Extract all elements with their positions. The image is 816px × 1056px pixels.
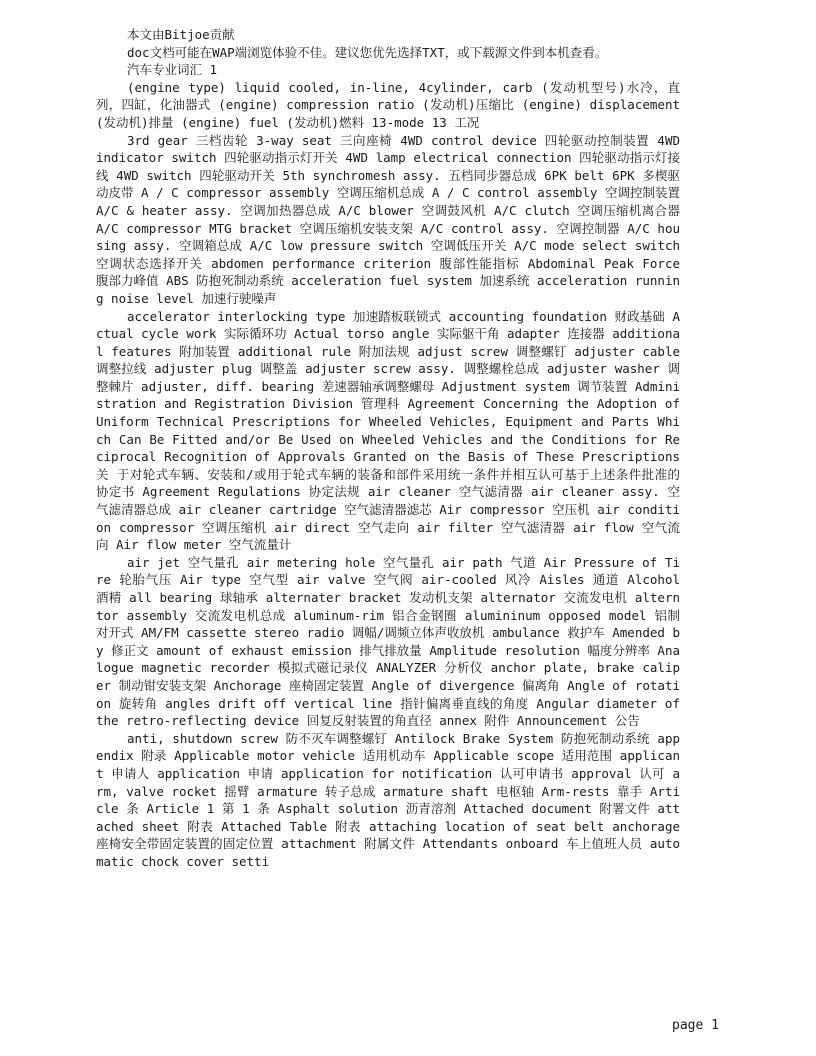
document-body: [96, 26, 680, 871]
paragraph-heading: 汽车专业词汇 1: [127, 62, 218, 78]
paragraph-gear-ac-terms: 3rd gear 三档齿轮 3-way seat 三向座椅 4WD control device 四轮驱动控制装置 4WD indicator switch 四轮驱动指示灯开关 4WD lamp electrical connection 四轮驱动指示灯接线 4WD switch 四轮驱动开关 5th synchromesh assy. 五档同步器总成 6PK belt 6PK 多楔驱动皮带 A / C compressor assembly 空调压缩机总成 A / C control assembly 空调控制装置 A/C & heater assy. 空调加热器总成 A/C blower 空调鼓风机 A/C clutch 空调压缩机离合器 A/C compressor MTG bracket 空调压缩机安装支架 A/C control assy. 空调控制器 A/C housing assy. 空调箱总成 A/C low pressure switch 空调低压开关 A/C mode select switch 空调状态选择开关 abdomen performance criterion 腹部性能指标 Abdominal Peak Force 腹部力峰值 ABS 防抱死制动系统 acceleration fuel system 加速系统 acceleration running noise level 加速行驶噪声: [96, 132, 680, 306]
paragraph-air-jet-terms: air jet 空气量孔 air metering hole 空气量孔 air path 气道 Air Pressure of Tire 轮胎气压 Air type 空气型 air valve 空气阀 air-cooled 风冷 Aisles 通道 Alcohol 酒精 all bearing 球轴承 alternater bracket 发动机支架 alternator 交流发电机 alterntor assembly 交流发电机总成 aluminum-rim 铝合金钢圈 alumininum opposed model 铝制对开式 AM/FM cassette stereo radio 调幅/调频立体声收放机 ambulance 救护车 Amended by 修正文 amount of exhaust emission 排气排放量 Amplitude resolution 幅度分辨率 Analogue magnetic recorder 模拟式磁记录仪 ANALYZER 分析仪 anchor plate, brake caliper 制动钳安装支架 Anchorage 座椅固定装置 Angle of divergence 偏离角 Angle of rotation 旋转角 angles drift off vertical line 指针偏离垂直线的角度 Angular diameter of the retro-reflecting device 回复反射装置的角直径 annex 附件 Announcement 公告: [96, 554, 680, 729]
page-number: page 1: [672, 1018, 719, 1033]
paragraph-engine-terms: (engine type) liquid cooled, in-line, 4cylinder, carb (发动机型号)水冷，直列，四缸，化油器式 (engine) compression ratio (发动机)压缩比 (engine) displacement (发动机)排量 (engine) fuel (发动机)燃料 13-mode 13 工况: [96, 79, 680, 130]
paragraph-accelerator-air-terms: accelerator interlocking type 加速踏板联锁式 accounting foundation 财政基础 Actual cycle work 实际循环功 Actual torso angle 实际躯干角 adapter 连接器 additional features 附加装置 additional rule 附加法规 adjust screw 调整螺钉 adjuster cable 调整拉线 adjuster plug 调整盖 adjuster screw assy. 调整螺栓总成 adjuster washer 调整棘片 adjuster, diff. bearing 差速器轴承调整螺母 Adjustment system 调节装置 Administration and Registration Division 管理科 Agreement Concerning the Adoption of Uniform Technical Prescriptions for Wheeled Vehicles, Equipment and Parts Which Can Be Fitted and/or Be Used on Wheeled Vehicles and the Conditions for Reciprocal Recognition of Approvals Granted on the Basis of These Prescriptions 关 于对轮式车辆、安装和/或用于轮式车辆的装备和部件采用统一条件并相互认可基于上述条件批准的 协定书 Agreement Regulations 协定法规 air cleaner 空气滤清器 air cleaner assy. 空气滤清器总成 air cleaner cartridge 空气滤清器滤芯 Air compressor 空压机 air condition compressor 空调压缩机 air direct 空气走向 air filter 空气滤清器 air flow 空气流向 Air flow meter 空气流量计: [96, 308, 680, 553]
paragraph-anti-terms: anti, shutdown screw 防不灭车调整螺钉 Antilock Brake System 防抱死制动系统 appendix 附录 Applicable motor vehicle 适用机动车 Applicable scope 适用范围 applicant 申请人 application 申请 application for notification 认可申请书 approval 认可 arm, valve rocket 摇臂 armature 转子总成 armature shaft 电枢轴 Arm-rests 靠手 Article 条 Article 1 第 1 条 Asphalt solution 沥青溶剂 Attached document 附署文件 attached sheet 附表 Attached Table 附表 attaching location of seat belt anchorage 座椅安全带固定装置的固定位置 attachment 附属文件 Attendants onboard 车上值班人员 automatic chock cover setti: [96, 730, 680, 869]
paragraph-notice: doc文档可能在WAP端浏览体验不佳。建议您优先选择TXT，或下载源文件到本机查看。: [127, 44, 608, 60]
paragraph-contributor: 本文由Bitjoe贡献: [127, 27, 235, 42]
